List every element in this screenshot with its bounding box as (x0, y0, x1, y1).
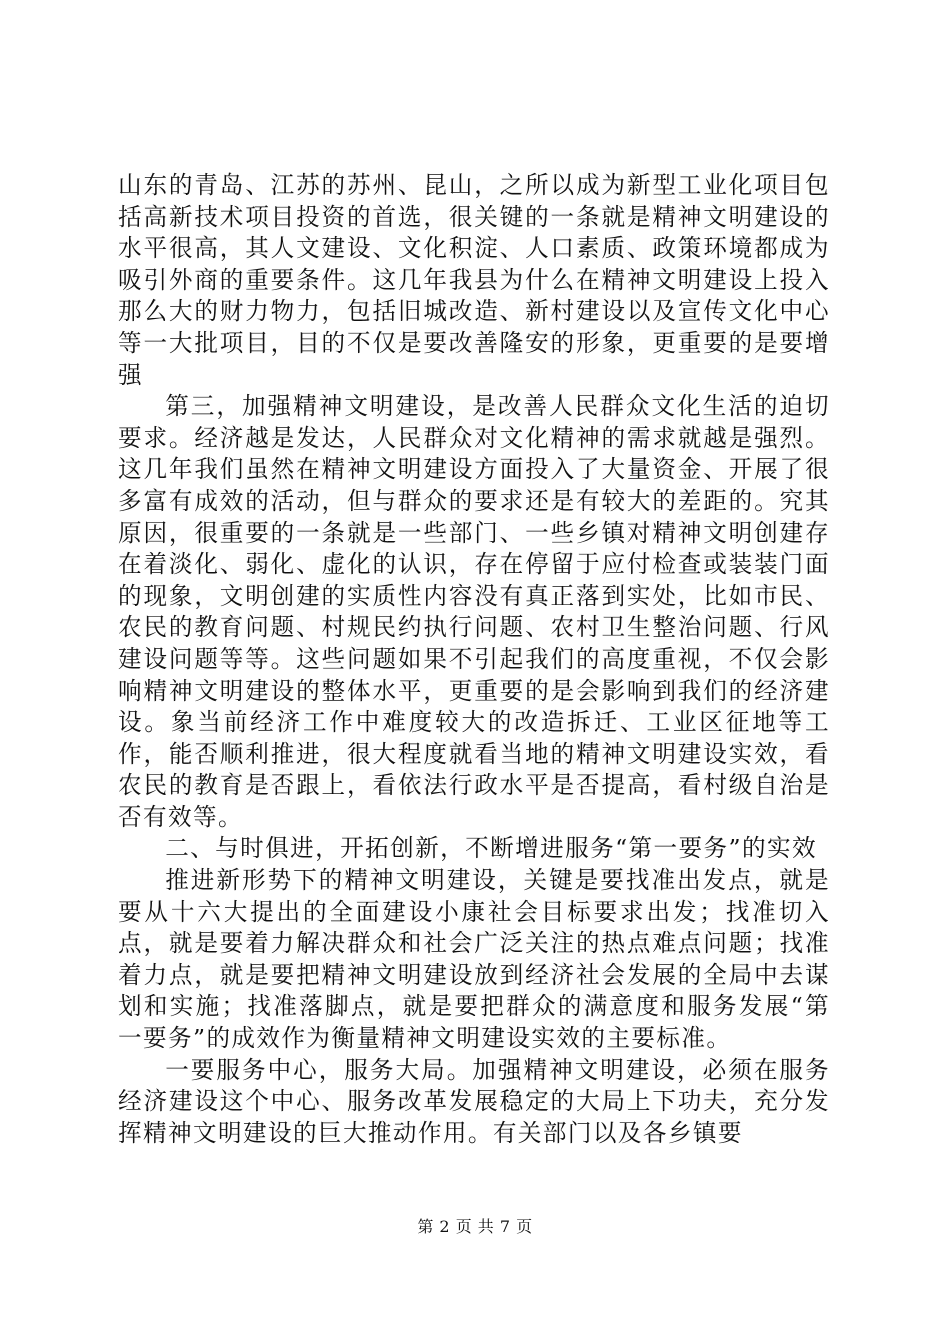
paragraph-starting-points: 推进新形势下的精神文明建设，关键是要找准出发点，就是要从十六大提出的全面建设小康社会目标要求出发；找准切入点，就是要着力解决群众和社会广泛关注的热点难点问题；找准着力点，就是要把精神文明建设放到经济社会发展的全局中去谋划和实施；找准落脚点，就是要把群众的满意度和服务发展“第一要务”的成效作为衡量精神文明建设实效的主要标准。 (118, 866, 830, 1053)
paragraph-third-point: 第三，加强精神文明建设，是改善人民群众文化生活的迫切要求。经济越是发达，人民群众对文化精神的需求就越是强烈。这几年我们虽然在精神文明建设方面投入了大量资金、开展了很多富有成效的活动，但与群众的要求还是有较大的差距的。究其原因，很重要的一条就是一些部门、一些乡镇对精神文明创建存在着淡化、弱化、虚化的认识，存在停留于应付检查或装装门面的现象，文明创建的实质性内容没有真正落到实处，比如市民、农民的教育问题、村规民约执行问题、农村卫生整治问题、行风建设问题等等。这些问题如果不引起我们的高度重视，不仅会影响精神文明建设的整体水平，更重要的是会影响到我们的经济建设。象当前经济工作中难度较大的改造拆迁、工业区征地等工作，能否顺利推进，很大程度就看当地的精神文明建设实效，看农民的教育是否跟上，看依法行政水平是否提高，看村级自治是否有效等。 (118, 392, 830, 831)
page-number-footer: 第 2 页 共 7 页 (417, 1217, 533, 1236)
paragraph-continuation: 山东的青岛、江苏的苏州、昆山，之所以成为新型工业化项目包括高新技术项目投资的首选，很关键的一条就是精神文明建设的水平很高，其人文建设、文化积淀、人口素质、政策环境都成为吸引外商的重要条件。这几年我县为什么在精神文明建设上投入那么大的财力物力，包括旧城改造、新村建设以及宣传文化中心等一大批项目，目的不仅是要改善隆安的形象，更重要的是要增强 (118, 171, 830, 389)
section-heading-two: 二、与时俱进，开拓创新，不断增进服务“第一要务”的实效 (165, 834, 817, 863)
document-body (118, 170, 830, 1149)
paragraph-serve-center: 一要服务中心，服务大局。加强精神文明建设，必须在服务经济建设这个中心、服务改革发展稳定的大局上下功夫，充分发挥精神文明建设的巨大推动作用。有关部门以及各乡镇要 (118, 1055, 830, 1147)
